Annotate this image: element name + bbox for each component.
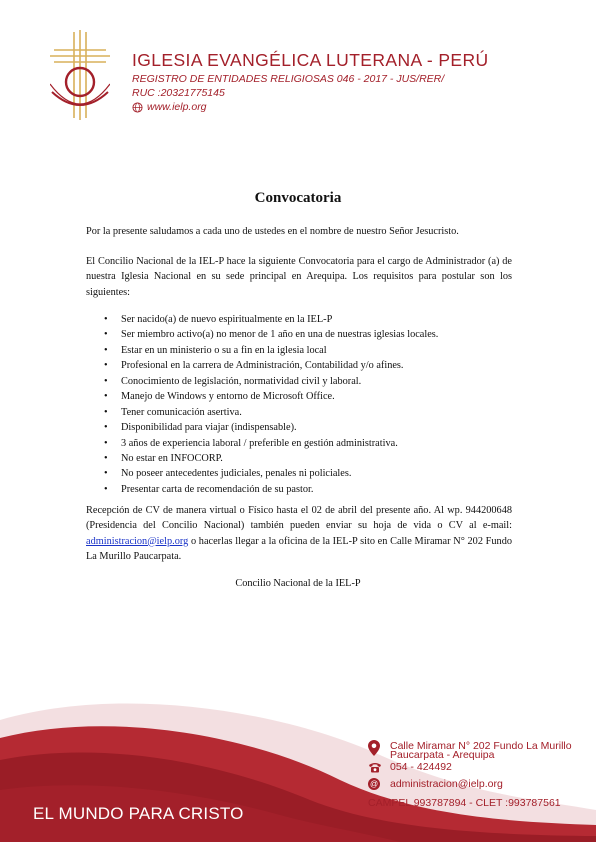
globe-icon <box>132 102 143 113</box>
email-at-icon <box>368 778 380 790</box>
ruc-number: RUC :20321775145 <box>132 87 225 99</box>
requirement-item: • No poseer antecedentes judiciales, penales ni policiales. <box>86 466 512 481</box>
address-line-1: Calle Miramar N° 202 Fundo La Murillo <box>390 740 572 752</box>
email-link[interactable]: administracion@ielp.org <box>86 535 189 547</box>
requirement-item: • Manejo de Windows y entorno de Microsoft Office. <box>86 389 512 404</box>
phone-number: 054 - 424492 <box>390 761 452 773</box>
slogan: EL MUNDO PARA CRISTO <box>33 804 244 823</box>
footer-email[interactable]: administracion@ielp.org <box>390 778 503 790</box>
website-row <box>132 101 207 113</box>
requirement-item: • Ser miembro activo(a) no menor de 1 año en una de nuestras iglesias locales. <box>86 327 512 342</box>
requirements-list <box>86 312 512 497</box>
requirement-item: • Disponibilidad para viajar (indispensable). <box>86 420 512 435</box>
organization-name: IGLESIA EVANGÉLICA LUTERANA - PERÚ <box>132 50 489 70</box>
phone-icon <box>368 762 382 773</box>
requirement-item: • Ser nacido(a) de nuevo espiritualmente en la IEL-P <box>86 312 512 327</box>
document-title: Convocatoria <box>254 190 342 206</box>
greeting-paragraph: Por la presente saludamos a cada uno de ustedes en el nombre de nuestro Señor Jesucristo. <box>86 226 459 237</box>
website-link[interactable]: www.ielp.org <box>147 101 207 113</box>
closing-paragraph <box>86 503 512 564</box>
signature: Concilio Nacional de la IEL-P <box>235 578 361 589</box>
requirement-item: • Conocimiento de legislación, normatividad civil y laboral. <box>86 374 512 389</box>
requirement-item: • Profesional en la carrera de Administración, Contabilidad y/o afines. <box>86 358 512 373</box>
requirement-item: • Tener comunicación asertiva. <box>86 405 512 420</box>
requirement-item: • Presentar carta de recomendación de su pastor. <box>86 482 512 497</box>
mobile-numbers: CAMPEL 993787894 - CLET :993787561 <box>368 797 561 809</box>
requirement-item: • 3 años de experiencia laboral / preferible en gestión administrativa. <box>86 436 512 451</box>
closing-text-start: Recepción de CV de manera virtual o Físico hasta el 02 de abril del presente año. Al wp. 944200648 (Presidencia del Concilio Nacional) también pueden enviar su hoja de vida o CV al e-mail: <box>86 505 512 532</box>
letterhead <box>0 0 596 130</box>
cross-logo-icon <box>50 30 110 120</box>
closing-text-end: o hacerlas llegar a la oficina de la IEL-P sito en Calle Miramar N° 202 Fundo La Murillo Paucarpata. <box>86 535 512 562</box>
registry-number: REGISTRO DE ENTIDADES RELIGIOSAS 046 - 2017 - JUS/RER/ <box>132 73 445 85</box>
requirement-item: • No estar en INFOCORP. <box>86 451 512 466</box>
intro-paragraph: El Concilio Nacional de la IEL-P hace la siguiente Convocatoria para el cargo de Administrador (a) de nuestra Iglesia Nacional en su sede principal en Arequipa. Los requisitos para postular son los siguientes: <box>86 256 512 298</box>
address-line-2: Paucarpata - Arequipa <box>390 749 495 761</box>
location-pin-icon <box>368 740 380 756</box>
requirement-item: • Estar en un ministerio o su a fin en la iglesia local <box>86 343 512 358</box>
svg-text:@: @ <box>369 779 379 789</box>
